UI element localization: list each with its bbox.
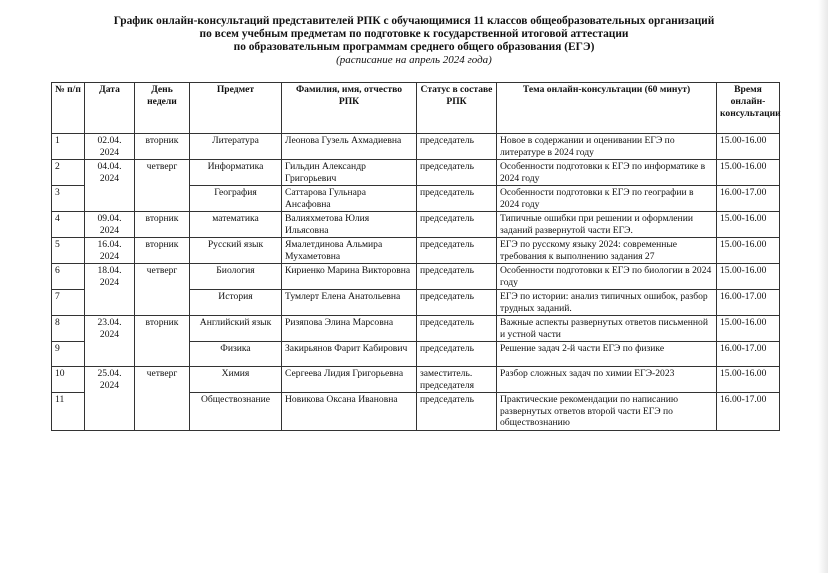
cell-subject: Английский язык xyxy=(190,316,282,342)
cell-name: Сергеева Лидия Григорьевна xyxy=(282,367,417,393)
cell-topic: Новое в содержании и оценивании ЕГЭ по литературе в 2024 году xyxy=(497,134,717,160)
cell-time: 15.00-16.00 xyxy=(717,367,780,393)
cell-status: председатель xyxy=(417,238,497,264)
cell-day: вторник xyxy=(135,316,190,367)
cell-num: 1 xyxy=(52,134,85,160)
cell-day: четверг xyxy=(135,367,190,431)
cell-subject: Информатика xyxy=(190,160,282,186)
cell-num: 5 xyxy=(52,238,85,264)
cell-day: вторник xyxy=(135,134,190,160)
cell-status: заместитель. председателя xyxy=(417,367,497,393)
header-date: Дата xyxy=(85,83,135,134)
cell-status: председатель xyxy=(417,264,497,290)
cell-date: 04.04. 2024 xyxy=(85,160,135,212)
cell-status: председатель xyxy=(417,212,497,238)
cell-topic: Типичные ошибки при решении и оформлении заданий развернутой части ЕГЭ. xyxy=(497,212,717,238)
table-row xyxy=(52,367,780,393)
cell-status: председатель xyxy=(417,316,497,342)
cell-subject: Русский язык xyxy=(190,238,282,264)
title-line-2: по всем учебным предметам по подготовке к государственной итоговой аттестации xyxy=(199,28,629,40)
cell-subject: История xyxy=(190,290,282,316)
header-time: Время онлайн-консультации xyxy=(717,83,780,134)
cell-name: Тумлерт Елена Анатольевна xyxy=(282,290,417,316)
cell-name: Валияхметова Юлия Ильясовна xyxy=(282,212,417,238)
table-row xyxy=(52,134,780,160)
cell-time: 15.00-16.00 xyxy=(717,160,780,186)
cell-topic: Особенности подготовки к ЕГЭ по географии в 2024 году xyxy=(497,186,717,212)
table-row xyxy=(52,160,780,186)
cell-time: 15.00-16.00 xyxy=(717,212,780,238)
document-header xyxy=(0,15,828,67)
cell-time: 16.00-17.00 xyxy=(717,186,780,212)
cell-time: 16.00-17.00 xyxy=(717,290,780,316)
cell-day: вторник xyxy=(135,238,190,264)
cell-subject: Химия xyxy=(190,367,282,393)
schedule-table xyxy=(51,82,780,431)
cell-num: 11 xyxy=(52,393,85,431)
cell-time: 16.00-17.00 xyxy=(717,393,780,431)
header-day: День недели xyxy=(135,83,190,134)
cell-topic: Особенности подготовки к ЕГЭ по информатике в 2024 году xyxy=(497,160,717,186)
header-topic: Тема онлайн-консультации (60 минут) xyxy=(497,83,717,134)
cell-name: Кириенко Марина Викторовна xyxy=(282,264,417,290)
header-status: Статус в составе РПК xyxy=(417,83,497,134)
cell-status: председатель xyxy=(417,134,497,160)
cell-num: 7 xyxy=(52,290,85,316)
cell-time: 15.00-16.00 xyxy=(717,238,780,264)
cell-day: четверг xyxy=(135,264,190,316)
cell-subject: Биология xyxy=(190,264,282,290)
cell-name: Леонова Гузель Ахмадиевна xyxy=(282,134,417,160)
cell-num: 6 xyxy=(52,264,85,290)
table-row xyxy=(52,264,780,290)
cell-subject: Литература xyxy=(190,134,282,160)
title-line-1: График онлайн-консультаций представителей РПК с обучающимися 11 классов общеобразовательных организаций xyxy=(113,15,715,27)
cell-time: 16.00-17.00 xyxy=(717,342,780,367)
cell-topic: Важные аспекты развернутых ответов письменной и устной части xyxy=(497,316,717,342)
cell-status: председатель xyxy=(417,393,497,431)
cell-day: вторник xyxy=(135,212,190,238)
cell-name: Гильдин Александр Григорьевич xyxy=(282,160,417,186)
cell-date: 16.04. 2024 xyxy=(85,238,135,264)
cell-date: 18.04. 2024 xyxy=(85,264,135,316)
header-num: № п/п xyxy=(52,83,85,134)
cell-num: 4 xyxy=(52,212,85,238)
cell-topic: ЕГЭ по истории: анализ типичных ошибок, разбор трудных заданий. xyxy=(497,290,717,316)
subtitle: (расписание на апрель 2024 года) xyxy=(336,54,492,66)
cell-status: председатель xyxy=(417,342,497,367)
cell-time: 15.00-16.00 xyxy=(717,316,780,342)
page-edge-shadow xyxy=(818,0,828,573)
cell-name: Саттарова Гульнара Ансафовна xyxy=(282,186,417,212)
cell-date: 23.04. 2024 xyxy=(85,316,135,367)
cell-time: 15.00-16.00 xyxy=(717,134,780,160)
cell-num: 8 xyxy=(52,316,85,342)
cell-name: Закирьянов Фарит Кабирович xyxy=(282,342,417,367)
cell-subject: Физика xyxy=(190,342,282,367)
cell-status: председатель xyxy=(417,160,497,186)
cell-topic: Разбор сложных задач по химии ЕГЭ-2023 xyxy=(497,367,717,393)
table-row xyxy=(52,238,780,264)
header-name: Фамилия, имя, отчество РПК xyxy=(282,83,417,134)
cell-date: 02.04. 2024 xyxy=(85,134,135,160)
cell-subject: Обществознание xyxy=(190,393,282,431)
cell-num: 10 xyxy=(52,367,85,393)
cell-subject: математика xyxy=(190,212,282,238)
cell-time: 15.00-16.00 xyxy=(717,264,780,290)
cell-date: 09.04. 2024 xyxy=(85,212,135,238)
cell-num: 9 xyxy=(52,342,85,367)
cell-topic: Практические рекомендации по написанию развернутых ответов второй части ЕГЭ по обществознанию xyxy=(497,393,717,431)
table-row xyxy=(52,212,780,238)
cell-date: 25.04. 2024 xyxy=(85,367,135,431)
cell-day: четверг xyxy=(135,160,190,212)
title-line-3: по образовательным программам среднего общего образования (ЕГЭ) xyxy=(233,41,595,53)
cell-status: председатель xyxy=(417,290,497,316)
cell-topic: Особенности подготовки к ЕГЭ по биологии в 2024 году xyxy=(497,264,717,290)
cell-num: 2 xyxy=(52,160,85,186)
cell-num: 3 xyxy=(52,186,85,212)
cell-topic: ЕГЭ по русскому языку 2024: современные требования к выполнению задания 27 xyxy=(497,238,717,264)
header-subject: Предмет xyxy=(190,83,282,134)
cell-topic: Решение задач 2-й части ЕГЭ по физике xyxy=(497,342,717,367)
cell-name: Ямалетдинова Альмира Мухаметовна xyxy=(282,238,417,264)
cell-name: Новикова Оксана Ивановна xyxy=(282,393,417,431)
cell-name: Ризяпова Элина Марсовна xyxy=(282,316,417,342)
cell-status: председатель xyxy=(417,186,497,212)
header-row xyxy=(52,83,780,134)
cell-subject: География xyxy=(190,186,282,212)
table-row xyxy=(52,316,780,342)
